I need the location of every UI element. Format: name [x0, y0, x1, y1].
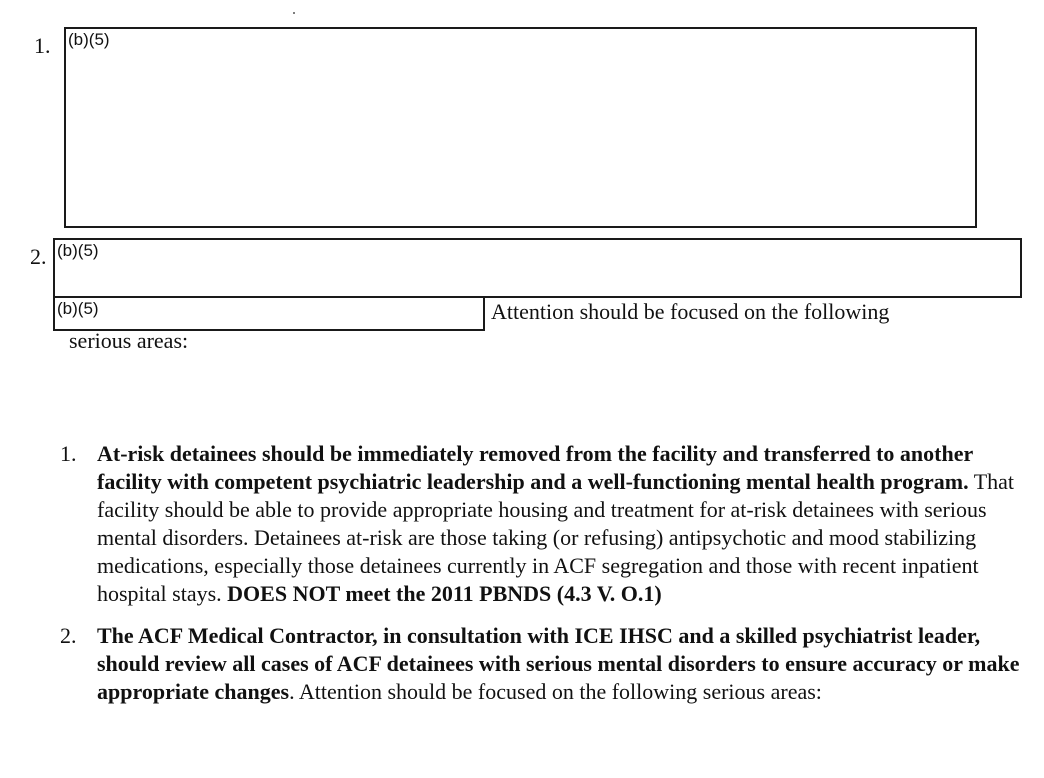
list-item-body: . Attention should be focused on the following serious areas: — [289, 679, 822, 704]
list-item-text — [97, 440, 1020, 608]
list-item-number: 2. — [60, 623, 77, 648]
redaction-label: (b)(5) — [57, 241, 99, 260]
redaction-box-3 — [53, 296, 485, 331]
list-item-bold-lead: The ACF Medical Contractor, in consultation with ICE IHSC and a skilled psychiatrist leader, should review all cases of ACF detainees with serious mental disorders to ensure accuracy or make appropriate changes — [97, 623, 1020, 704]
redaction-label: (b)(5) — [57, 299, 99, 318]
list-item — [60, 622, 1020, 706]
redaction-box-2 — [53, 238, 1022, 298]
recommendations-list — [60, 440, 1020, 706]
scan-speck — [293, 12, 295, 14]
section-2-inline-text: Attention should be focused on the following — [491, 299, 890, 324]
list-item-bold-lead: At-risk detainees should be immediately removed from the facility and transferred to another facility with competent psychiatric leadership and a well-functioning mental health program. — [97, 441, 973, 494]
list-item — [60, 440, 1020, 608]
list-item-text — [97, 622, 1020, 706]
section-2-number: 2. — [30, 244, 47, 269]
redaction-label: (b)(5) — [68, 30, 110, 49]
list-item-number: 1. — [60, 441, 77, 466]
redaction-box-1 — [64, 27, 977, 228]
section-1-number: 1. — [34, 33, 51, 58]
section-2-continuation-text: serious areas: — [69, 328, 189, 353]
list-item-body: That facility should be able to provide appropriate housing and treatment for at-risk detainees with serious mental disorders. Detainees at-risk are those taking (or refusing) antipsychotic and mood stabilizing medications, especially those detainees currently in ACF segregation and those with recent inpatient hospital stays. — [97, 469, 1015, 606]
list-item-bold-tail: DOES NOT meet the 2011 PBNDS (4.3 V. O.1) — [227, 581, 662, 606]
